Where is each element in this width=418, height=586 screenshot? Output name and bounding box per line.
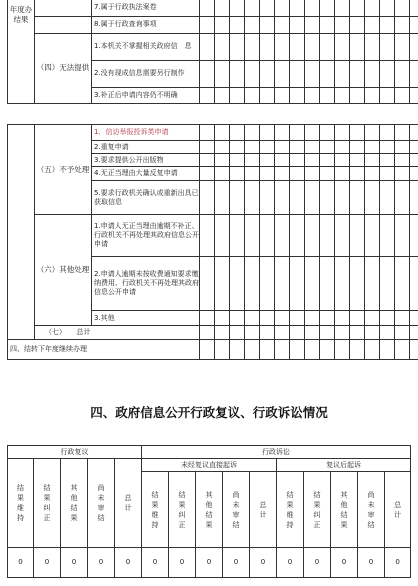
disposal-table-part1	[7, 0, 418, 104]
carry-over-label: 四、结转下年度继续办理	[8, 340, 200, 360]
value-cell: 0	[88, 548, 115, 578]
row-label: 2.没有现成信息需要另行制作	[92, 60, 200, 87]
total-row-label: （七） 总计	[35, 326, 200, 340]
direct-lawsuit-header: 未经复议直接起诉	[142, 459, 277, 472]
section-title: 四、政府信息公开行政复议、行政诉讼情况	[90, 405, 328, 420]
value-cell: 0	[250, 548, 277, 578]
review-litigation-table	[7, 445, 411, 578]
review-col-4: 尚未审结	[88, 459, 115, 548]
direct-col-1: 结果维持	[142, 472, 169, 548]
group-five-label: （五）不予处理	[35, 125, 92, 215]
row-label: 7.属于行政执法案卷	[92, 0, 200, 16]
value-cell: 0	[61, 548, 88, 578]
review-col-3: 其他结果	[61, 459, 88, 548]
review-col-1: 结果维持	[8, 459, 34, 548]
row-label: 8.属于行政查询事项	[92, 16, 200, 33]
direct-col-3: 其他结果	[196, 472, 223, 548]
value-cell: 0	[34, 548, 61, 578]
row-label: 1．信访举报投诉类申请	[92, 125, 200, 141]
after-col-2: 结果纠正	[304, 472, 331, 548]
direct-col-2: 结果纠正	[169, 472, 196, 548]
review-col-2: 结果纠正	[34, 459, 61, 548]
row-label: 1.本机关不掌握相关政府信 息	[92, 33, 200, 60]
after-review-header: 复议后起诉	[277, 459, 411, 472]
year-result-label: 年度办结果	[8, 0, 35, 103]
value-cell: 0	[385, 548, 411, 578]
value-cell: 0	[8, 548, 34, 578]
row-label: 5.要求行政机关确认或重新出具已获取信息	[92, 181, 200, 215]
direct-col-4: 尚未审结	[223, 472, 250, 548]
value-cell: 0	[115, 548, 142, 578]
value-cell: 0	[277, 548, 304, 578]
value-cell: 0	[196, 548, 223, 578]
row-label: 1.申请人无正当理由逾期不补正、行政机关不再处理其政府信息公开申请	[92, 215, 200, 257]
value-cell: 0	[223, 548, 250, 578]
after-col-5: 总计	[385, 472, 411, 548]
value-cell: 0	[331, 548, 358, 578]
litigation-header: 行政诉讼	[142, 446, 411, 459]
review-col-5: 总计	[115, 459, 142, 548]
row-label: 3.要求提供公开出版物	[92, 154, 200, 167]
row-label: 2.申请人逾期未按收费通知要求缴纳费用、行政机关不再处理其政府信息公开申请	[92, 257, 200, 311]
review-header: 行政复议	[8, 446, 142, 459]
row-label: 3.其他	[92, 311, 200, 326]
direct-col-5: 总计	[250, 472, 277, 548]
after-col-3: 其他结果	[331, 472, 358, 548]
after-col-1: 结果维持	[277, 472, 304, 548]
after-col-4: 尚未审结	[358, 472, 385, 548]
row-label: 4.无正当理由大量反复申请	[92, 167, 200, 181]
value-cell: 0	[358, 548, 385, 578]
value-cell: 0	[169, 548, 196, 578]
row-label: 2.重复申请	[92, 141, 200, 154]
value-cell: 0	[304, 548, 331, 578]
group-six-label: （六）其他处理	[35, 215, 92, 326]
value-cell: 0	[142, 548, 169, 578]
row-label: 3.补正后申请内容仍不明确	[92, 87, 200, 103]
group-four-label: （四）无法提供	[35, 33, 92, 103]
disposal-table-part2	[7, 124, 418, 360]
